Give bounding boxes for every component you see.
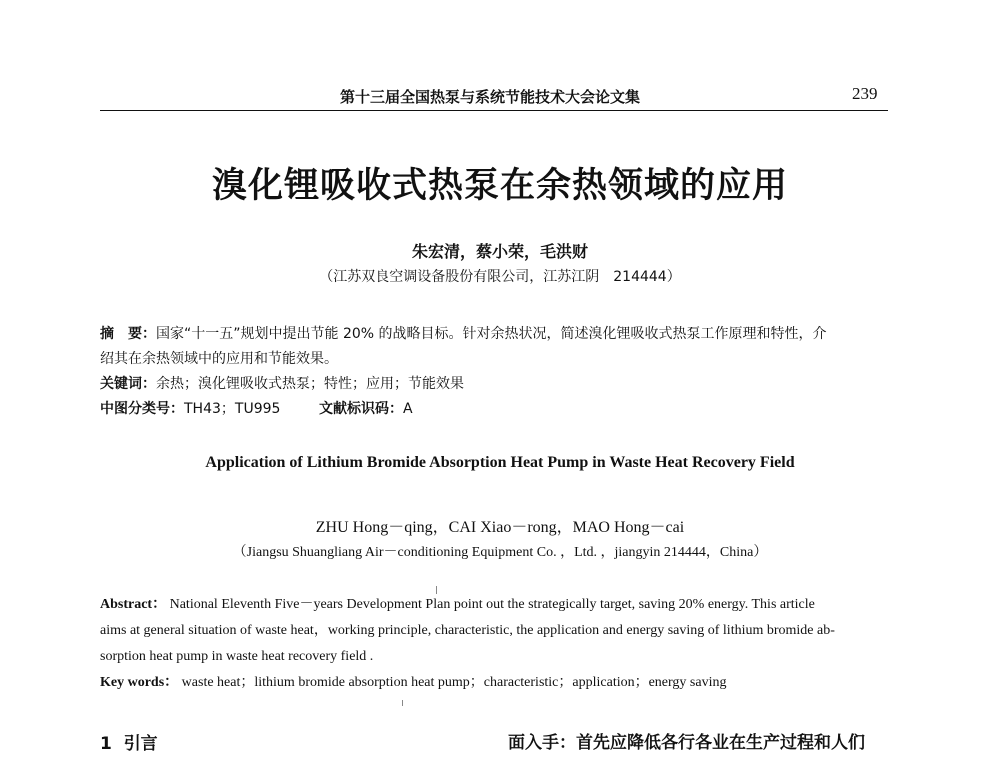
abstract-en (100, 592, 890, 696)
section-title: 引言 (123, 734, 158, 754)
keywords-en-text: waste heat；lithium bromide absorption heat pump；characteristic；application；energy saving (181, 675, 727, 690)
keywords-cn-text: 余热；溴化锂吸收式热泵；特性；应用；节能效果 (156, 376, 464, 392)
keywords-en-label: Key words： (100, 675, 179, 690)
section-heading (100, 729, 158, 754)
scan-mark-2 (402, 700, 403, 706)
abstract-en-text-1: National Eleventh Five－years Development Plan point out the strategically target, saving 20% energy. This article (169, 597, 815, 612)
paper-title-cn: 溴化锂吸收式热泵在余热领域的应用 (211, 165, 788, 206)
abstract-cn-line-2: 绍其在余热领域中的应用和节能效果。 (100, 351, 338, 367)
abstract-cn-line-1 (100, 322, 890, 347)
paper-title-en: Application of Lithium Bromide Absorption Heat Pump in Waste Heat Recovery Field (205, 454, 795, 471)
doc-code-value: A (403, 401, 413, 417)
abstract-cn-text-1: 国家“十一五”规划中提出节能 20% 的战略目标。针对余热状况，简述溴化锂吸收式热泵工作原理和特性，介 (156, 326, 827, 342)
header-rule (100, 110, 888, 111)
page-number: 239 (852, 84, 878, 103)
abstract-cn (100, 322, 890, 372)
authors-cn: 朱宏清，蔡小荣，毛洪财 (411, 242, 588, 261)
body-text-right-column: 面入手：首先应降低各行各业在生产过程和人们 (508, 733, 865, 753)
classification-cn (100, 397, 890, 422)
abstract-en-line-1 (100, 592, 890, 618)
authors-en: ZHU Hong－qing，CAI Xiao－rong，MAO Hong－cai (315, 519, 685, 536)
keywords-cn (100, 372, 890, 397)
running-header: 第十三届全国热泵与系统节能技术大会论文集 (340, 88, 641, 106)
doc-code-label: 文献标识码： (319, 401, 403, 417)
section-number: 1 (100, 734, 112, 754)
clc-label: 中图分类号： (100, 401, 184, 417)
keywords-cn-label: 关键词： (100, 376, 156, 392)
abstract-cn-label: 摘 要： (100, 326, 156, 342)
abstract-en-label: Abstract： (100, 597, 167, 612)
affiliation-cn: （江苏双良空调设备股份有限公司，江苏江阴 214444） (319, 269, 681, 285)
abstract-en-line-2: aims at general situation of waste heat，working principle, characteristic, the application and energy saving of lithium bromide ab- (100, 623, 835, 638)
keywords-en-line (100, 670, 890, 696)
abstract-en-line-3: sorption heat pump in waste heat recovery field . (100, 649, 374, 664)
clc-value: TH43；TU995 (184, 401, 281, 417)
affiliation-en: （Jiangsu Shuangliang Air－conditioning Equipment Co. ，Ltd. ，jiangyin 214444，China） (232, 545, 768, 560)
